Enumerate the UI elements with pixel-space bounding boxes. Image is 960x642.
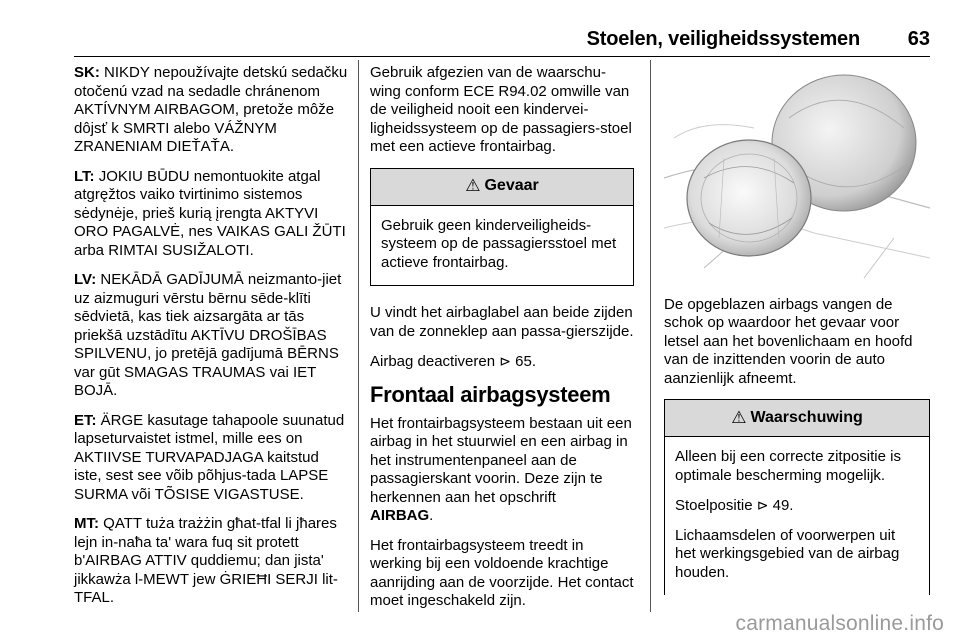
waarschuwing-box [664, 399, 930, 595]
lang-code-et: ET: [74, 411, 97, 429]
deactivate-page: 65. [510, 353, 537, 370]
inflated-airbags-illustration [664, 58, 930, 278]
column-divider-2 [650, 60, 651, 612]
page-ref-arrow-icon: ⊳ [499, 353, 511, 369]
page-header [74, 18, 930, 58]
warning-text-mt: QATT tuża trażżin għat-tfal li jħares lejn in-naħa ta' wara fuq sit protett b'AIRBAG ATTIV quddiemu; dan jista' jikkawża l-MEWT jew ĠRIEĦI SERJI lit-TFAL. [74, 515, 338, 606]
column-divider-1 [358, 60, 359, 612]
page-ref-arrow-icon: ⊳ [756, 497, 769, 513]
column-3 [664, 64, 930, 613]
section-title: Frontaal airbagsysteem [370, 381, 611, 407]
warning-lt [74, 168, 349, 261]
intro-paragraph: Gebruik afgezien van de waarschu‐wing conform ECE R94.02 omwille van de veiligheid nooit een kindervei‐ligheidssysteem op de passagiers‐stoel met een actieve frontairbag. [370, 64, 632, 155]
lang-code-sk: SK: [74, 64, 100, 81]
page-number: 63 [907, 28, 930, 50]
waarschuwing-box-header [665, 400, 929, 437]
warning-text-lt: JOKIU BŪDU nemontuokite atgal atgręžtos vaiko tvirtinimo sistemos sėdynėje, prieš kurią įrengta AKTYVI ORO PAGALVĖ, nes VAIKAS GALI ŽŪTI arba RIMTAI SUSIŽALOTI. [74, 167, 346, 259]
warning-text-lv: NEKĀDĀ GADĪJUMĀ neizmanto‐jiet uz aizmuguri vērstu bērnu sēde‐klīti sēdvietā, kas tiek aizsargāta ar tās priekšā uzstādītu AKTĪVU DROŠĪBAS SPILVENU, jo pretējā gadījumā BĒRNS var gūt SMAGAS TRAUMAS vai IET BOJĀ. [74, 271, 342, 399]
lang-code-lv: LV: [74, 271, 97, 288]
column-1 [74, 64, 349, 619]
seat-position-text: Stoelpositie [675, 497, 757, 514]
deactivate-text: Airbag deactiveren [370, 353, 500, 370]
lang-code-lt: LT: [74, 167, 95, 185]
seat-position-reference [675, 496, 919, 516]
warning-triangle-icon: ⚠ [731, 407, 747, 427]
gevaar-box-body [371, 206, 633, 286]
warning-sk [74, 64, 349, 157]
deactivate-reference [370, 352, 634, 372]
column-2 [370, 64, 634, 622]
section-p1-end: . [429, 507, 434, 524]
waarschuwing-box-body [665, 437, 929, 595]
seat-position-page: 49. [768, 497, 794, 514]
illustration-caption: De opgeblazen airbags vangen de schok op waardoor het gevaar voor letsel aan het bovenlichaam en hoofd van de inzittenden voorin de auto aanzienlijk afneemt. [664, 295, 913, 387]
section-paragraph-1 [370, 415, 634, 526]
warning-text-et: ÄRGE kasutage tahapoole suunatud lapseturvaistet istmel, mille ees on AKTIIVSE TURVAPADJAGA kaitstud iste, sest see võib põhjus‐tada LAPSE SURMA või TÕSISE VIGASTUSE. [74, 411, 345, 503]
warning-lv [74, 271, 349, 401]
warning-et [74, 412, 349, 505]
warning-text-sk: NIKDY nepoužívajte detskú sedačku otočenú vzad na sedadle chránenom AKTÍVNYM AIRBAGOM, pretože môže dôjsť k SMRTI alebo VÁŽNYM ZRANENIAM DIEŤAŤA. [74, 64, 348, 155]
gevaar-text: Gebruik geen kinderveiligheids‐systeem op de passagiersstoel met actieve frontairbag. [381, 216, 617, 271]
lang-code-mt: MT: [74, 515, 99, 532]
airbag-label-paragraph: U vindt het airbaglabel aan beide zijden van de zonneklep aan passa‐gierszijde. [370, 304, 634, 340]
warning-triangle-icon: ⚠ [465, 176, 481, 196]
waarschuwing-text-1: Alleen bij een correcte zitpositie is optimale bescherming mogelijk. [675, 448, 901, 484]
section-paragraph-2: Het frontairbagsysteem treedt in werking bij een voldoende krachtige aanrijding aan de voorzijde. Het contact moet ingeschakeld zijn. [370, 536, 634, 609]
watermark: carmanualsonline.info [735, 612, 944, 635]
waarschuwing-text-3: Lichaamsdelen of voorwerpen uit het werkingsgebied van de airbag houden. [675, 526, 900, 581]
gevaar-box-header [371, 169, 633, 206]
warning-mt [74, 515, 349, 608]
section-p1-text: Het frontairbagsysteem bestaan uit een airbag in het stuurwiel en een airbag in het instrumentenpaneel aan de passagierskant voorin. Deze zijn te herkennen aan het opschrift [370, 414, 632, 506]
gevaar-title: Gevaar [484, 177, 539, 195]
gevaar-box [370, 168, 634, 287]
airbag-inscription: AIRBAG [370, 507, 430, 524]
waarschuwing-title: Waarschuwing [750, 408, 863, 426]
header-rule [74, 56, 930, 57]
section-header-title: Stoelen, veiligheidssystemen [586, 28, 860, 50]
